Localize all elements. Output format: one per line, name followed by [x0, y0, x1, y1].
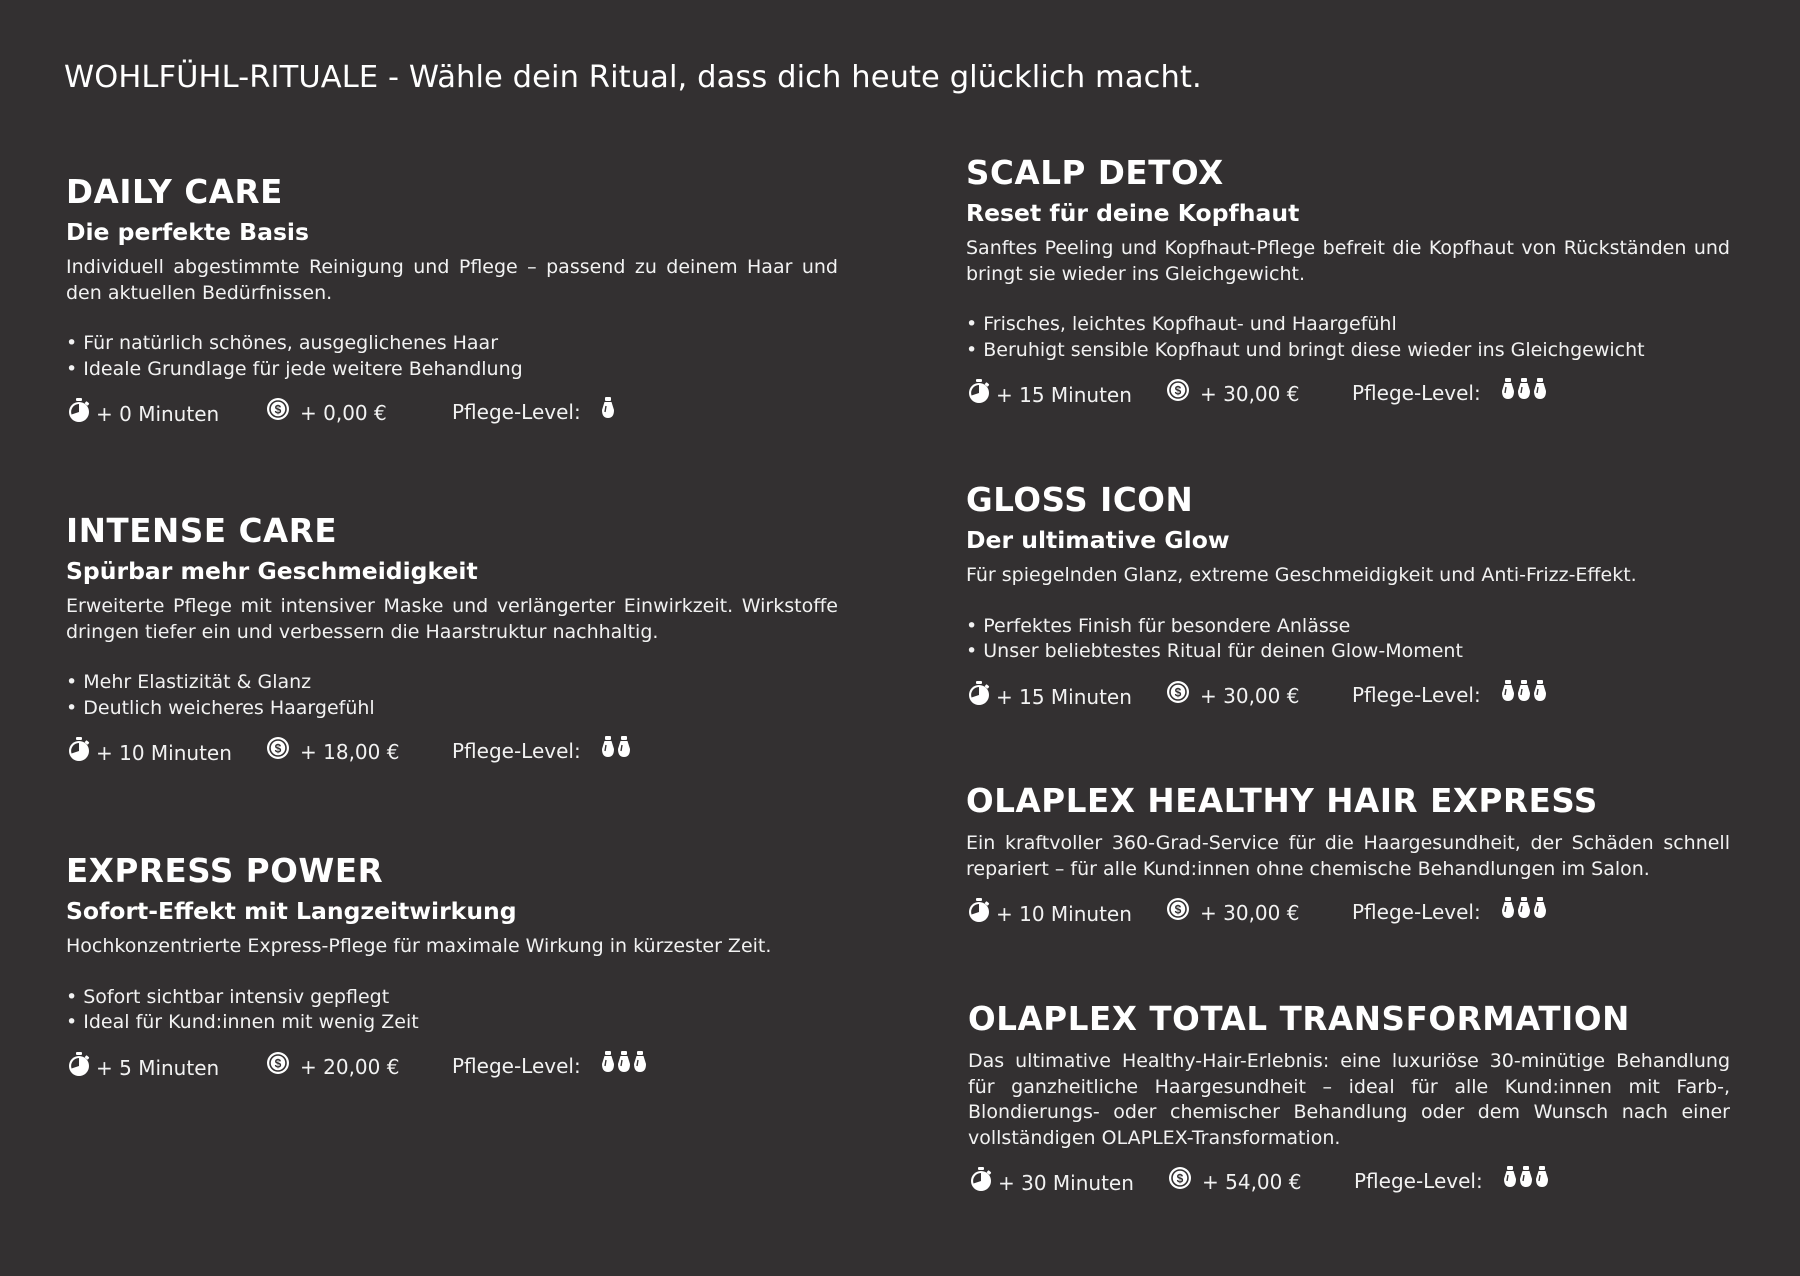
ritual-scalp-detox	[966, 153, 1730, 408]
coin-icon	[1166, 680, 1194, 712]
ritual-description: Erweiterte Pflege mit intensiver Maske und verlängerter Einwirkzeit. Wirkstoffe dringen tiefer ein und verbessern die Haarstruktur nachhaltig.	[66, 595, 838, 643]
svg-text:$: $	[274, 741, 282, 756]
price	[266, 397, 387, 429]
ritual-description: Das ultimative Healthy-Hair-Erlebnis: eine luxuriöse 30-minütige Behandlung für ganzheitliche Haargesundheit – ideal für alle Kund:innen mit Farb-, Blondierungs- oder chemischer Behandlung oder dem Wunsch nach einer vollständigen OLAPLEX-Transformation.	[968, 1050, 1730, 1149]
benefit-item: • Frisches, leichtes Kopfhaut- und Haargefühl	[966, 312, 1730, 338]
stopwatch-icon	[968, 1166, 998, 1200]
duration-value: + 15 Minuten	[996, 383, 1132, 407]
care-level-drops	[1501, 680, 1547, 710]
stopwatch-icon	[66, 397, 96, 431]
coin-icon	[266, 1051, 294, 1083]
duration	[966, 897, 1132, 931]
coin-icon	[1166, 897, 1194, 929]
care-level-drops	[1503, 1166, 1549, 1196]
care-level-label: Pflege-Level:	[1352, 682, 1481, 707]
ritual-description: Hochkonzentrierte Express-Pflege für maximale Wirkung in kürzester Zeit.	[66, 935, 772, 957]
ritual-meta	[66, 1051, 838, 1081]
drop-icon	[1517, 378, 1531, 408]
ritual-gloss-icon	[966, 480, 1730, 710]
stopwatch-icon	[966, 680, 996, 714]
price	[1166, 378, 1299, 410]
page-title: WOHLFÜHL-RITUALE - Wähle dein Ritual, dass dich heute glücklich macht.	[64, 60, 1202, 95]
svg-text:$: $	[1174, 902, 1182, 917]
ritual-benefits	[66, 985, 838, 1036]
ritual-olaplex-total-transformation	[968, 999, 1730, 1196]
ritual-meta	[966, 378, 1730, 408]
care-level-label: Pflege-Level:	[1352, 900, 1481, 924]
coin-icon	[266, 736, 294, 768]
duration	[66, 1051, 219, 1085]
price-value: + 30,00 €	[1200, 683, 1300, 708]
care-level	[1352, 897, 1547, 927]
duration	[66, 397, 219, 431]
duration-value: + 10 Minuten	[996, 902, 1132, 926]
coin-icon	[266, 397, 294, 429]
coin-icon	[1168, 1166, 1196, 1198]
duration-value: + 30 Minuten	[998, 1171, 1134, 1195]
price-value: + 20,00 €	[300, 1054, 400, 1079]
benefit-item: • Deutlich weicheres Haargefühl	[66, 696, 838, 722]
ritual-description: Sanftes Peeling und Kopfhaut-Pflege befreit die Kopfhaut von Rückständen und bringt sie wieder ins Gleichgewicht.	[966, 237, 1730, 285]
ritual-olaplex-healthy-hair-express	[966, 781, 1730, 927]
benefit-item: • Perfektes Finish für besondere Anlässe	[966, 614, 1730, 640]
drop-icon	[1535, 1166, 1549, 1196]
benefit-item: • Unser beliebtestes Ritual für deinen Glow-Moment	[966, 639, 1730, 665]
price	[266, 736, 399, 768]
ritual-daily-care	[66, 172, 838, 427]
ritual-meta	[66, 736, 838, 766]
drop-icon	[601, 1051, 615, 1081]
ritual-meta	[66, 397, 838, 427]
svg-text:$: $	[1174, 383, 1182, 398]
care-level-label: Pflege-Level:	[452, 739, 581, 763]
drop-icon	[1501, 897, 1515, 927]
ritual-benefits	[66, 331, 838, 382]
care-level-drops	[601, 736, 631, 766]
drop-icon	[1517, 897, 1531, 927]
ritual-meta	[966, 680, 1730, 710]
care-level-label: Pflege-Level:	[452, 1053, 581, 1078]
duration-value: + 5 Minuten	[96, 1055, 220, 1080]
care-level	[1352, 378, 1547, 408]
care-level-drops	[601, 1051, 647, 1081]
price-value: + 54,00 €	[1202, 1170, 1302, 1194]
ritual-subtitle: Die perfekte Basis	[66, 218, 309, 246]
svg-text:$: $	[274, 402, 282, 417]
care-level-drops	[1501, 897, 1547, 927]
ritual-title: INTENSE CARE	[66, 512, 338, 550]
care-level	[452, 736, 631, 766]
svg-text:$: $	[1174, 685, 1182, 699]
stopwatch-icon	[66, 736, 96, 770]
drop-icon	[1519, 1166, 1533, 1196]
ritual-meta	[968, 1166, 1730, 1196]
benefit-item: • Ideale Grundlage für jede weitere Behandlung	[66, 357, 838, 383]
drop-icon	[1533, 680, 1547, 710]
care-level-label: Pflege-Level:	[1352, 381, 1481, 405]
ritual-title: OLAPLEX HEALTHY HAIR EXPRESS	[966, 782, 1598, 820]
price	[1166, 897, 1299, 929]
benefit-item: • Sofort sichtbar intensiv gepflegt	[66, 985, 838, 1011]
ritual-subtitle: Der ultimative Glow	[966, 526, 1230, 554]
drop-icon	[1533, 897, 1547, 927]
ritual-title: GLOSS ICON	[966, 481, 1194, 519]
stopwatch-icon	[966, 378, 996, 412]
drop-icon	[617, 1051, 631, 1081]
drop-icon	[601, 397, 615, 427]
care-level-drops	[1501, 378, 1547, 408]
price	[266, 1051, 399, 1083]
price-value: + 18,00 €	[300, 740, 400, 764]
duration-value: + 10 Minuten	[96, 741, 232, 765]
svg-text:$: $	[274, 1056, 282, 1070]
ritual-benefits	[966, 312, 1730, 363]
drop-icon	[601, 736, 615, 766]
duration	[968, 1166, 1134, 1200]
stopwatch-icon	[66, 1051, 96, 1085]
duration-value: + 0 Minuten	[96, 402, 220, 426]
price-value: + 30,00 €	[1200, 901, 1300, 925]
ritual-title: DAILY CARE	[66, 173, 283, 211]
ritual-benefits	[966, 614, 1730, 665]
benefit-item: • Beruhigt sensible Kopfhaut und bringt diese wieder ins Gleichgewicht	[966, 338, 1730, 364]
drop-icon	[633, 1051, 647, 1081]
duration-value: + 15 Minuten	[996, 684, 1132, 709]
care-level-label: Pflege-Level:	[1354, 1169, 1483, 1193]
ritual-subtitle: Spürbar mehr Geschmeidigkeit	[66, 557, 478, 585]
ritual-title: EXPRESS POWER	[66, 852, 384, 890]
ritual-description: Ein kraftvoller 360-Grad-Service für die Haargesundheit, der Schäden schnell repariert – für alle Kund:innen ohne chemische Behandlungen im Salon.	[966, 832, 1730, 880]
ritual-intense-care	[66, 511, 838, 766]
drop-icon	[1517, 680, 1531, 710]
svg-text:$: $	[1176, 1171, 1184, 1186]
ritual-meta	[966, 897, 1730, 927]
stopwatch-icon	[966, 897, 996, 931]
ritual-express-power	[66, 851, 838, 1081]
duration	[966, 378, 1132, 412]
price	[1166, 680, 1299, 712]
ritual-subtitle: Sofort-Effekt mit Langzeitwirkung	[66, 897, 517, 925]
duration	[966, 680, 1132, 714]
care-level	[452, 1051, 647, 1081]
care-level	[452, 397, 615, 427]
drop-icon	[1503, 1166, 1517, 1196]
benefit-item: • Für natürlich schönes, ausgeglichenes Haar	[66, 331, 838, 357]
duration	[66, 736, 232, 770]
care-level-label: Pflege-Level:	[452, 400, 581, 424]
price-value: + 0,00 €	[300, 401, 387, 425]
care-level-drops	[601, 397, 615, 427]
drop-icon	[1533, 378, 1547, 408]
ritual-title: SCALP DETOX	[966, 154, 1224, 192]
drop-icon	[1501, 378, 1515, 408]
benefit-item: • Ideal für Kund:innen mit wenig Zeit	[66, 1010, 838, 1036]
coin-icon	[1166, 378, 1194, 410]
care-level	[1352, 680, 1547, 710]
ritual-title: OLAPLEX TOTAL TRANSFORMATION	[968, 1000, 1630, 1038]
ritual-description: Individuell abgestimmte Reinigung und Pflege – passend zu deinem Haar und den aktuellen Bedürfnissen.	[66, 256, 838, 304]
benefit-item: • Mehr Elastizität & Glanz	[66, 670, 838, 696]
drop-icon	[617, 736, 631, 766]
ritual-subtitle: Reset für deine Kopfhaut	[966, 199, 1300, 227]
ritual-benefits	[66, 670, 838, 721]
price-value: + 30,00 €	[1200, 382, 1300, 406]
drop-icon	[1501, 680, 1515, 710]
ritual-description: Für spiegelnden Glanz, extreme Geschmeidigkeit und Anti-Frizz-Effekt.	[966, 564, 1637, 586]
price	[1168, 1166, 1301, 1198]
care-level	[1354, 1166, 1549, 1196]
